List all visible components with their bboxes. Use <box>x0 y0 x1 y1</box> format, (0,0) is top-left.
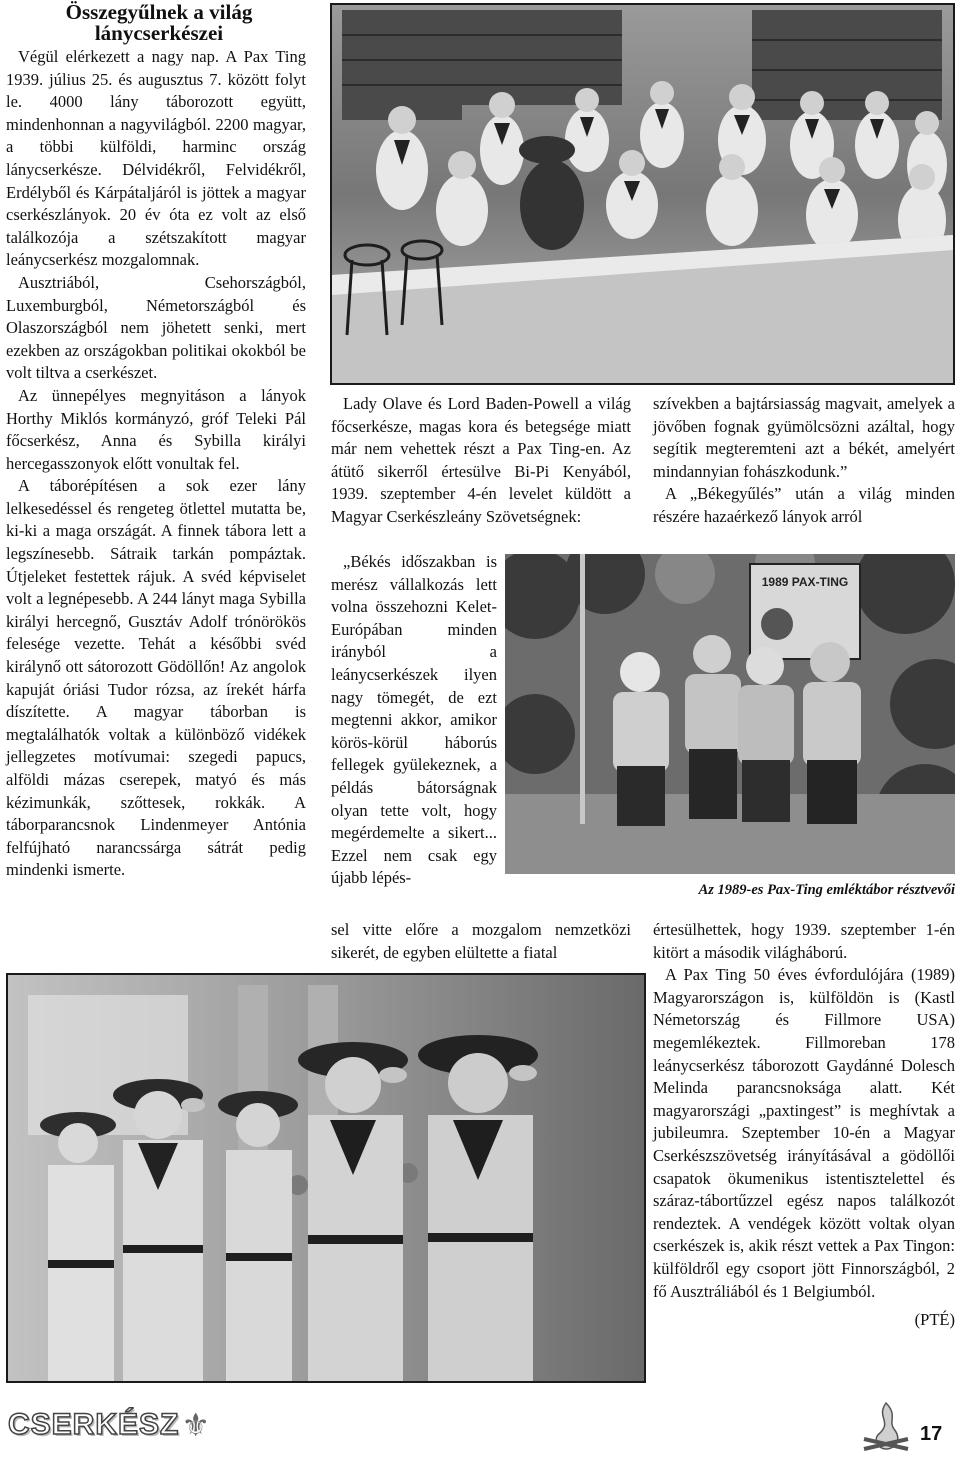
photo-pax-ting-1989 <box>505 554 955 874</box>
article-title <box>6 2 312 44</box>
col3-bottom-p1: értesülhettek, hogy 1939. szeptember 1-én kitört a második világháború. <box>653 920 955 962</box>
campfire-icon <box>858 1399 914 1453</box>
photo-pax-ting-1989-image <box>505 554 955 874</box>
photo-caption: Az 1989-es Pax-Ting emléktábor résztvevői <box>698 882 955 898</box>
column-3-bottom <box>653 919 955 1332</box>
cserkesz-logo <box>8 1405 210 1445</box>
sign-text: 1989 PAX-TING <box>761 575 849 589</box>
page-number: 17 <box>920 1423 943 1445</box>
footer <box>0 1395 960 1458</box>
title-line-2: lánycserkészei <box>94 21 224 45</box>
signature: (PTÉ) <box>914 1310 955 1330</box>
photo-group-library <box>330 3 955 385</box>
column-2-end <box>331 919 631 964</box>
col2-end: sel vitte előre a mozgalom nemzetközi sikerét, de egyben elültette a fiatal <box>331 920 631 962</box>
column-2 <box>331 393 631 529</box>
photo-group-library-image <box>332 5 953 383</box>
col1-paragraph: A táborépítésen a sok ezer lány lelkesedéssel és rengeteg ötlettel mutatta be, ki-ki a maga országát. A finnek tábora lett a legszínesebb. Sátraik tarkán pompáztak. Útjeleket festettek rájuk. A svéd képviselet volt a legnépesebb. A 244 lányt maga Sybilla királyi hercegnő, Gusztáv Adolf trónörökös felesége vezette. Tehát a későbbi svéd királynő ott sátorozott Gödöllőn! Az angolok kapuját óriási Tudor rózsa, az írekét hárfa díszítette. A magyar táborban is megtalálhatók voltak a különböző vidékek jellegzetes motívumai: szegedi papucs, alföldi mázas cserepek, matyó és más kézimunkák, szőttesek, rokkák. A táborparancsnok Lindenmeyer Antónia felfújható narancssárga sátrát pedig mindenki ismerte. <box>6 476 306 880</box>
column-3-top <box>653 393 955 529</box>
column-2-quote <box>331 551 497 890</box>
logo-text: CSERKÉSZ <box>8 1408 180 1441</box>
photo-saluting-scouts-image <box>8 975 644 1381</box>
col3-bottom-p2: A Pax Ting 50 éves évfordulójára (1989) Magyarországon is, külföldön is (Kastl Németország és Fillmore USA) megemlékeztek. Fillmoreban 178 leánycserkész táborozott Gaydánné Dolesch Melinda parancsnoksága alatt. Két magyarországi „paxtingest” is meghívtak a jubileumra. Szeptember 10-én a Magyar Cserkészszövetség irányításával a gödöllői csapatok ökumenikus istentisztelettel és száraz-tábortűzzel egész napos találkozót rendeztek. A vendégek között voltak olyan cserkészek is, akik részt vettek a Pax Tingon: külföldről egy csoport jött Finnországból, 2 fő Ausztráliából és 1 Belgiumból. <box>653 965 955 1301</box>
col3-top: szívekben a bajtársiasság magvait, amelyek a jövőben fognak gyümölcsözni azáltal, hogy segítik megteremteni azt a békét, amelyért mindannyian fohászkodunk.” <box>653 394 955 481</box>
fleur-de-lis-icon: ⚜ <box>181 1407 211 1443</box>
col3-mid: A „Békegyűlés” után a világ minden részére hazaérkező lányok arról <box>653 484 955 526</box>
col1-paragraph: Végül elérkezett a nagy nap. A Pax Ting 1939. július 25. és augusztus 7. között folyt le. 4000 lány táborozott együtt, mindenhonnan a nagyvilágból. 2200 magyar, a többi külföldi, harminc ország lánycserkésze. Délvidékről, Felvidékről, Erdélyből és Kárpátaljáról is jöttek a magyar cserkészlányok. 20 év óta ez volt az első találkozója a szétszakított magyar leánycserkész mozgalomnak. <box>6 47 306 270</box>
photo-saluting-scouts <box>6 973 646 1383</box>
col1-paragraph: Ausztriából, Csehországból, Luxemburgból, Németországból és Olaszországból nem jöhetett senki, mert ezekben az országokban politikai okokból be volt tiltva a cserkészet. <box>6 272 306 383</box>
col1-paragraph: Az ünnepélyes megnyitáson a lányok Horthy Miklós kormányzó, gróf Teleki Pál főcserkész, Anna és Sybilla királyi hercegasszonyok előtt vonultak fel. <box>6 385 306 473</box>
title-line-1: Összegyűlnek a világ <box>65 0 253 24</box>
col2-intro: Lady Olave és Lord Baden-Powell a világ főcserkésze, magas kora és betegsége miatt már nem vehettek részt a Pax Ting-en. Az átütő sikerről értesülve Bi-Pi Kenyából, 1939. szeptember 4-én levelet küldött a Magyar Cserkészleány Szövetségnek: <box>331 394 631 526</box>
col2-quote: „Békés időszakban is merész vállalkozás lett volna összehozni Kelet-Európában minden irányból a leánycserkészek ilyen nagy tömegét, de ezt megtenni akkor, amikor körös-körül háborús fellegek gyülekeznek, a példás bátorságnak olyan tette volt, hogy megérdemelte a sikert... Ezzel nem csak egy újabb lépés- <box>331 552 497 888</box>
column-1 <box>6 46 306 882</box>
